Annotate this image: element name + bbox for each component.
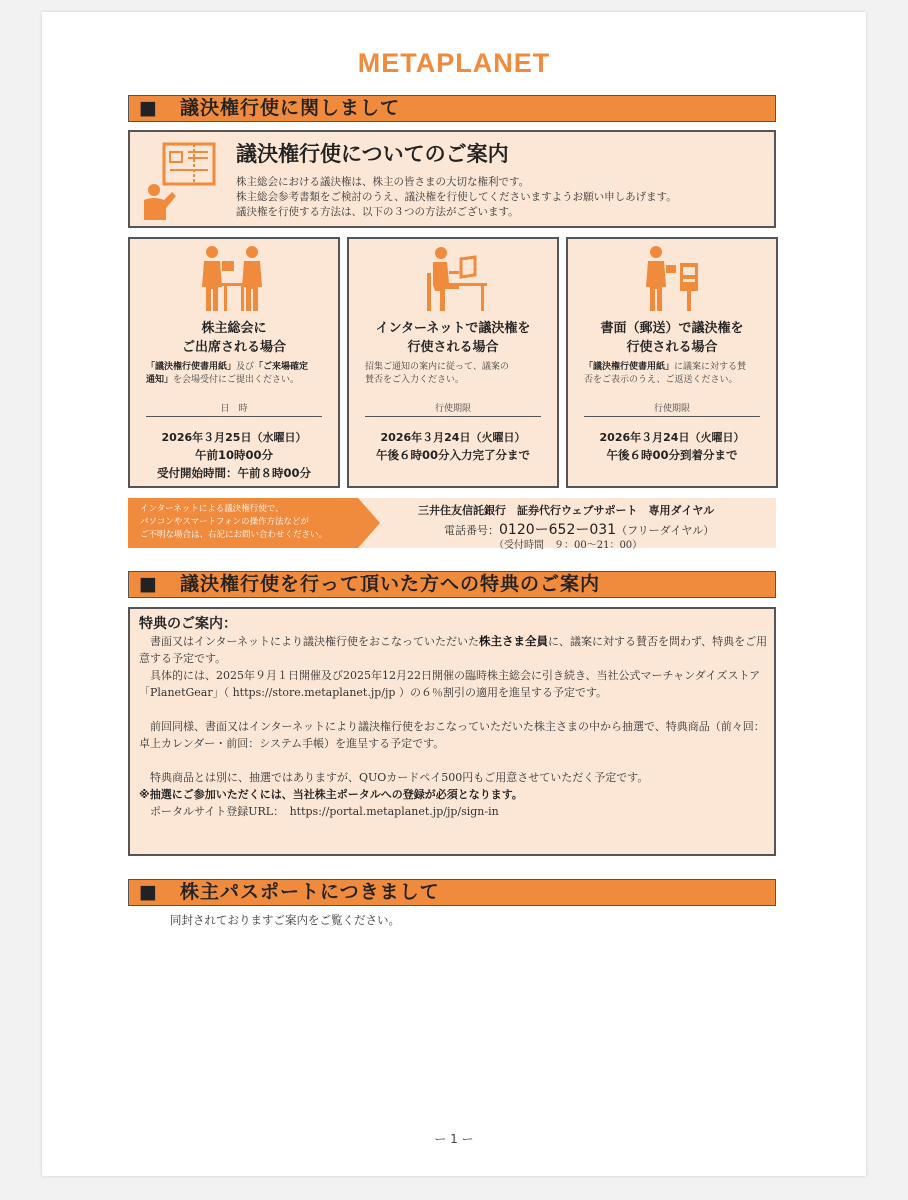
document-page (42, 12, 866, 1176)
support-hours: （受付時間 ９：00〜21：00） (494, 540, 643, 551)
section-header-voting: ■ 議決権行使に関しまして (128, 95, 776, 122)
method-attend-date: 2026年３月25日（水曜日） (161, 431, 307, 444)
method-internet-date: 2026年３月24日（火曜日） (380, 431, 526, 444)
portal-note: ※抽選にご参加いただくには、当社株主ポータルへの登録が必須となります。 (139, 788, 523, 801)
method-internet-time: 午後６時00分入力完了分まで (375, 448, 530, 462)
method-mail-title: 書面（郵送）で議決権を 行使される場合 (600, 321, 744, 355)
intro-text: 株主総会における議決権は、株主の皆さまの大切な権利です。 株主総会参考書類をご検討のうえ、議決権を行使してくださいますようお願い申しあげます。 議決権を行使する方法は、以下の３つの方法がございます。 (236, 176, 677, 218)
method-attend-time: 午前10時00分 受付開始時間：午前８時00分 (156, 448, 311, 480)
mail-voting-icon (632, 245, 712, 313)
method-internet-box (347, 237, 559, 488)
metaplanet-logo: METAPLANET (357, 48, 551, 78)
method-internet-label: 行使期限 (365, 401, 541, 417)
support-contact-bar (128, 498, 776, 551)
ballot-presenter-icon (142, 142, 222, 222)
method-mail-desc: 「議決権行使書用紙」に議案に対する賛 否をご表示のうえ、ご返送ください。 (584, 362, 747, 385)
benefits-box (128, 607, 776, 856)
method-internet-title: インターネットで議決権を 行使される場合 (375, 321, 531, 355)
support-dial-title: 三井住友信託銀行 証券代行ウェブサポート 専用ダイヤル (418, 504, 715, 517)
section-header-passport: ■ 株主パスポートにつきまして (128, 879, 776, 906)
support-phone: 電話番号：0120ー652ー031（フリーダイヤル） (444, 522, 715, 538)
benefits-heading: 特典のご案内： (139, 616, 237, 632)
section-header-benefits: ■ 議決権行使を行って頂いた方への特典のご案内 (128, 571, 776, 598)
method-mail-date: 2026年３月24日（火曜日） (599, 431, 745, 444)
method-attend-desc: 「議決権行使書用紙」及び「ご来場確定 通知」を会場受付にご提出ください。 (146, 362, 309, 385)
method-mail-label: 行使期限 (584, 401, 760, 417)
method-attend-label: 日 時 (146, 401, 322, 417)
passport-text: 同封されておりますご案内をご覧ください。 (170, 913, 400, 927)
portal-url: ポータルサイト登録URL： https://portal.metaplanet.jp/jp/sign-in (150, 805, 499, 818)
benefits-text: 書面又はインターネットにより議決権行使をおこなっていただいた株主さま全員に、議案に対する賛否を問わず、特典をご用意する予定です。 具体的には、2025年９月１日開催及び2025年12月22日開催の臨時株主総会に引き続き、当社公式マーチャンダイズストア「PlanetGear」（ https://store.metaplanet.jp/jp ）の６％割引の適用を進呈する予定です。 前回同様、書面又はインターネットにより議決権行使をおこなっていただいた株主さまの中から抽選で、特典商品（前々回：卓上カレンダー・前回：システム手帳）を進呈する予定です。 特典商品とは別に、抽選ではありますが、QUOカードペイ500円もご用意させていただく予定です。 ※抽選にご参加いただくには、当社株主ポータルへの登録が必須となります。 ポータルサイト登録URL： https://portal.metaplanet.jp/jp/sign-in (139, 634, 768, 818)
method-mail-time: 午後６時00分到着分まで (606, 448, 738, 462)
method-attend-title: 株主総会に ご出席される場合 (181, 321, 286, 355)
attendance-icon (194, 245, 274, 313)
method-attend-box (128, 237, 340, 488)
page-number: ー 1 ー (434, 1132, 474, 1146)
method-internet-desc: 招集ご通知の案内に従って、議案の 賛否をご入力ください。 (365, 362, 509, 385)
support-help-text: インターネットによる議決権行使で、 パソコンやスマートフォンの操作方法などが ご不明な場合は、右記にお問い合わせください。 (140, 504, 328, 540)
method-mail-box (566, 237, 778, 488)
intro-title: 議決権行使についてのご案内 (236, 142, 509, 166)
computer-voting-icon (413, 245, 493, 313)
voting-intro-box (128, 130, 776, 228)
